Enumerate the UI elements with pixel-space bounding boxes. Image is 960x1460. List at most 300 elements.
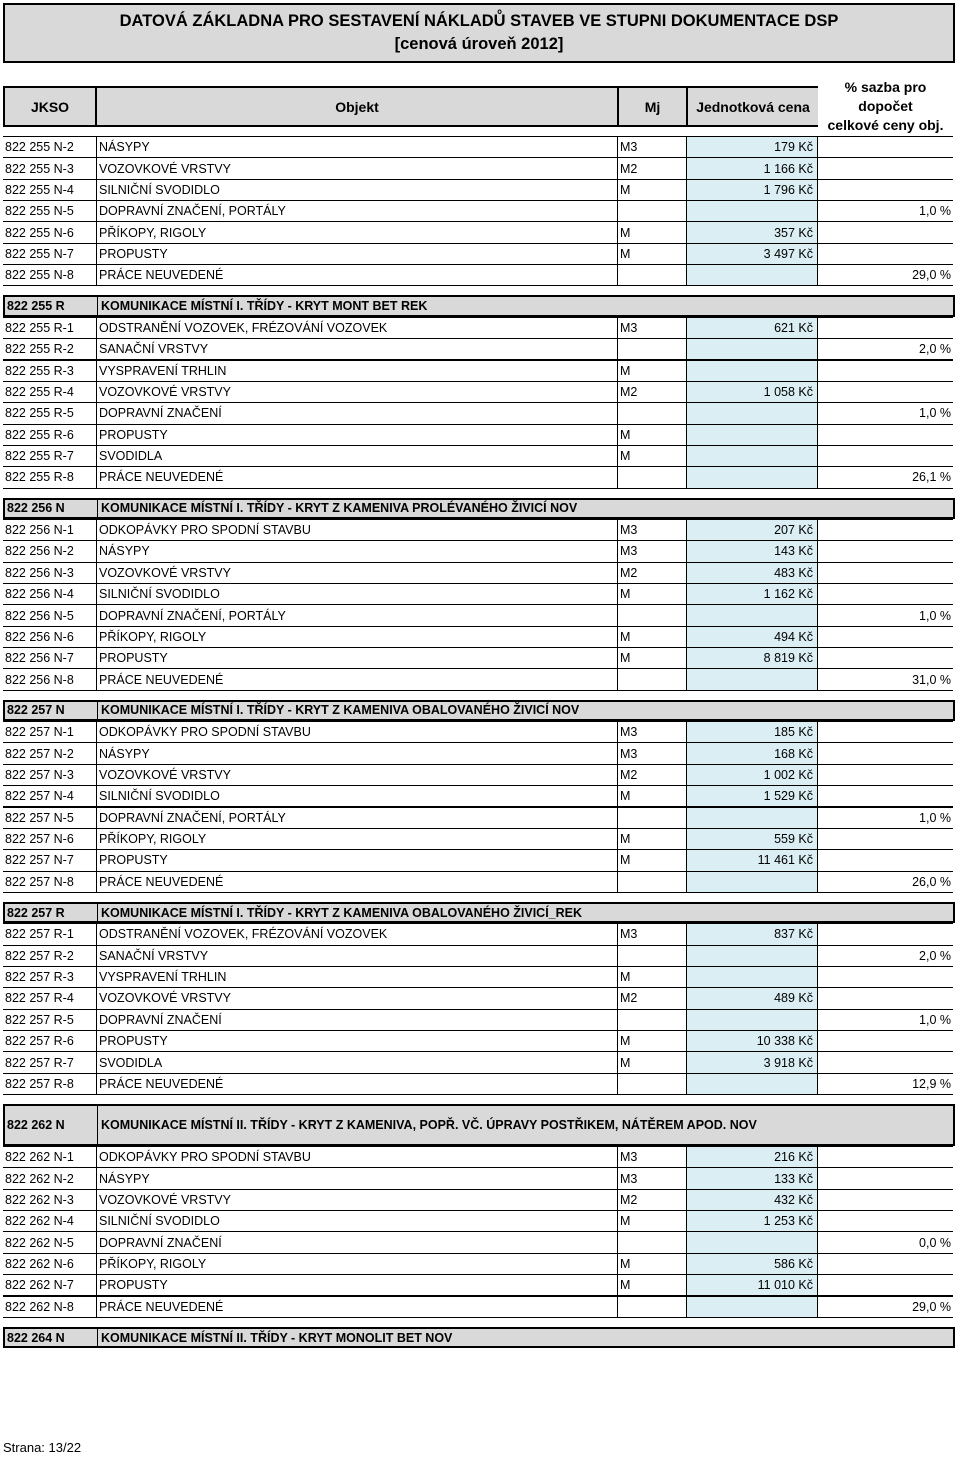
table-row xyxy=(3,136,953,158)
item-unit-price xyxy=(686,1232,818,1252)
table-row xyxy=(3,923,953,945)
item-unit-price: 11 010 Kč xyxy=(686,1275,818,1295)
item-code: 822 255 R-3 xyxy=(3,361,97,381)
table-row xyxy=(3,519,953,541)
item-unit-price: 179 Kč xyxy=(686,137,818,157)
table-row xyxy=(3,647,953,669)
item-unit: M xyxy=(617,786,686,806)
item-unit: M3 xyxy=(617,924,686,944)
item-percent-rate xyxy=(818,446,953,466)
table-row xyxy=(3,1210,953,1232)
item-unit: M3 xyxy=(617,520,686,540)
item-unit-price: 168 Kč xyxy=(686,743,818,763)
section-name: KOMUNIKACE MÍSTNÍ I. TŘÍDY - KRYT MONT BET REK xyxy=(101,299,428,314)
column-header-percent-line2: celkové ceny obj. xyxy=(827,117,944,133)
item-code: 822 257 N-3 xyxy=(3,765,97,785)
item-unit-price xyxy=(686,339,818,359)
item-percent-rate xyxy=(818,988,953,1008)
item-unit xyxy=(617,1074,686,1094)
table-row xyxy=(3,604,953,626)
item-name: PŘÍKOPY, RIGOLY xyxy=(99,629,207,644)
item-unit: M3 xyxy=(617,722,686,742)
item-code: 822 262 N-2 xyxy=(3,1168,97,1188)
table-row xyxy=(3,966,953,988)
item-unit-price: 489 Kč xyxy=(686,988,818,1008)
item-code: 822 255 R-2 xyxy=(3,339,97,359)
item-unit: M2 xyxy=(617,563,686,583)
item-unit-price: 621 Kč xyxy=(686,318,818,338)
item-unit-price xyxy=(686,1297,818,1317)
item-unit xyxy=(617,872,686,892)
item-percent-rate xyxy=(818,1190,953,1210)
item-name: DOPRAVNÍ ZNAČENÍ, PORTÁLY xyxy=(99,810,286,825)
item-code: 822 257 R-7 xyxy=(3,1052,97,1072)
section-header xyxy=(3,902,955,923)
item-unit: M xyxy=(617,1275,686,1295)
item-name: PŘÍKOPY, RIGOLY xyxy=(99,225,207,240)
item-name: SILNIČNÍ SVODIDLO xyxy=(99,1214,220,1229)
item-unit-price: 11 461 Kč xyxy=(686,850,818,870)
item-percent-rate xyxy=(818,765,953,785)
column-header-percent-line1: % sazba pro dopočet xyxy=(844,79,927,114)
item-code: 822 255 N-8 xyxy=(3,265,97,285)
table-row xyxy=(3,871,953,893)
table-row xyxy=(3,221,953,243)
item-percent-rate xyxy=(818,829,953,849)
item-name: PROPUSTY xyxy=(99,427,168,442)
item-unit-price xyxy=(686,967,818,987)
item-name: SILNIČNÍ SVODIDLO xyxy=(99,182,220,197)
item-percent-rate: 1,0 % xyxy=(919,810,951,825)
item-unit: M xyxy=(617,850,686,870)
item-unit-price: 1 796 Kč xyxy=(686,180,818,200)
table-row xyxy=(3,157,953,179)
section-code: 822 255 R xyxy=(7,297,98,314)
item-code: 822 257 R-1 xyxy=(3,924,97,944)
item-name: DOPRAVNÍ ZNAČENÍ, PORTÁLY xyxy=(99,608,286,623)
table-row xyxy=(3,317,953,339)
section-name: KOMUNIKACE MÍSTNÍ I. TŘÍDY - KRYT Z KAMENIVA OBALOVANÉHO ŽIVICÍ_REK xyxy=(101,905,583,920)
item-code: 822 256 N-3 xyxy=(3,563,97,583)
section-code: 822 256 N xyxy=(7,500,98,517)
table-row xyxy=(3,721,953,743)
item-name: SVODIDLA xyxy=(99,449,163,464)
item-code: 822 255 R-8 xyxy=(3,467,97,487)
item-unit: M xyxy=(617,627,686,647)
item-name: PROPUSTY xyxy=(99,246,168,261)
item-name: ODSTRANĚNÍ VOZOVEK, FRÉZOVÁNÍ VOZOVEK xyxy=(99,320,388,335)
item-unit-price: 357 Kč xyxy=(686,222,818,242)
item-percent-rate xyxy=(818,722,953,742)
item-name: PRÁCE NEUVEDENÉ xyxy=(99,1076,224,1091)
item-unit-price: 3 918 Kč xyxy=(686,1052,818,1072)
item-percent-rate xyxy=(818,541,953,561)
table-row xyxy=(3,243,953,265)
item-percent-rate xyxy=(818,786,953,806)
item-percent-rate xyxy=(818,584,953,604)
item-percent-rate xyxy=(818,1052,953,1072)
item-code: 822 257 N-5 xyxy=(3,808,97,828)
item-percent-rate: 29,0 % xyxy=(912,1299,951,1314)
item-unit-price xyxy=(686,201,818,221)
item-unit-price: 1 002 Kč xyxy=(686,765,818,785)
item-code: 822 262 N-7 xyxy=(3,1275,97,1295)
table-row xyxy=(3,1146,953,1168)
item-unit-price xyxy=(686,1074,818,1094)
item-unit: M2 xyxy=(617,1190,686,1210)
item-unit-price: 483 Kč xyxy=(686,563,818,583)
item-unit-price xyxy=(686,808,818,828)
item-unit-price: 1 058 Kč xyxy=(686,382,818,402)
item-unit xyxy=(617,946,686,966)
item-name: NÁSYPY xyxy=(99,544,150,559)
item-name: VOZOVKOVÉ VRSTVY xyxy=(99,565,231,580)
item-code: 822 257 R-6 xyxy=(3,1031,97,1051)
item-unit: M3 xyxy=(617,541,686,561)
item-name: SILNIČNÍ SVODIDLO xyxy=(99,587,220,602)
item-unit-price: 586 Kč xyxy=(686,1254,818,1274)
table-row xyxy=(3,807,953,829)
item-name: PRÁCE NEUVEDENÉ xyxy=(99,268,224,283)
item-unit: M xyxy=(617,584,686,604)
column-header-row xyxy=(3,79,953,133)
item-name: PRÁCE NEUVEDENÉ xyxy=(99,470,224,485)
table-row xyxy=(3,1009,953,1031)
item-name: PŘÍKOPY, RIGOLY xyxy=(99,1256,207,1271)
item-unit-price xyxy=(686,669,818,689)
item-percent-rate xyxy=(818,1211,953,1231)
item-code: 822 257 R-3 xyxy=(3,967,97,987)
column-header-objekt: Objekt xyxy=(95,86,619,127)
item-percent-rate: 29,0 % xyxy=(912,268,951,283)
table-row xyxy=(3,424,953,446)
item-unit xyxy=(617,265,686,285)
table-row xyxy=(3,402,953,424)
item-percent-rate: 1,0 % xyxy=(919,1012,951,1027)
item-name: ODKOPÁVKY PRO SPODNÍ STAVBU xyxy=(99,523,311,538)
item-percent-rate xyxy=(818,743,953,763)
section-code: 822 257 N xyxy=(7,702,98,719)
item-unit xyxy=(617,1010,686,1030)
item-unit-price: 8 819 Kč xyxy=(686,648,818,668)
item-name: DOPRAVNÍ ZNAČENÍ xyxy=(99,406,222,421)
table-row xyxy=(3,562,953,584)
item-unit-price: 432 Kč xyxy=(686,1190,818,1210)
item-unit: M3 xyxy=(617,137,686,157)
table-row xyxy=(3,264,953,286)
item-percent-rate: 31,0 % xyxy=(912,672,951,687)
item-unit: M xyxy=(617,1031,686,1051)
item-unit: M xyxy=(617,1211,686,1231)
section-header xyxy=(3,498,955,519)
title-line-2: [cenová úroveň 2012] xyxy=(394,35,564,53)
table-row xyxy=(3,1189,953,1211)
item-name: PRÁCE NEUVEDENÉ xyxy=(99,874,224,889)
item-unit: M2 xyxy=(617,382,686,402)
section-code: 822 257 R xyxy=(7,904,98,921)
item-name: VOZOVKOVÉ VRSTVY xyxy=(99,1192,231,1207)
item-code: 822 262 N-5 xyxy=(3,1232,97,1252)
item-percent-rate: 2,0 % xyxy=(919,342,951,357)
column-header-mj: Mj xyxy=(617,86,688,127)
item-unit-price: 1 162 Kč xyxy=(686,584,818,604)
item-name: PROPUSTY xyxy=(99,1034,168,1049)
item-name: SVODIDLA xyxy=(99,1055,163,1070)
item-name: PROPUSTY xyxy=(99,853,168,868)
item-code: 822 256 N-2 xyxy=(3,541,97,561)
column-header-unit-price: Jednotková cena xyxy=(686,86,820,127)
item-code: 822 262 N-3 xyxy=(3,1190,97,1210)
item-unit xyxy=(617,1232,686,1252)
table-row xyxy=(3,1274,953,1296)
title-line-1: DATOVÁ ZÁKLADNA PRO SESTAVENÍ NÁKLADŮ STAVEB VE STUPNI DOKUMENTACE DSP xyxy=(119,12,839,30)
item-name: ODKOPÁVKY PRO SPODNÍ STAVBU xyxy=(99,1150,311,1165)
item-percent-rate xyxy=(818,425,953,445)
section-header xyxy=(3,700,955,721)
item-name: NÁSYPY xyxy=(99,140,150,155)
table-row xyxy=(3,445,953,467)
item-percent-rate xyxy=(818,520,953,540)
table-row xyxy=(3,200,953,222)
item-code: 822 256 N-5 xyxy=(3,605,97,625)
item-unit: M xyxy=(617,829,686,849)
page-number: Strana: 13/22 xyxy=(3,1440,82,1455)
item-code: 822 256 N-4 xyxy=(3,584,97,604)
item-unit: M2 xyxy=(617,765,686,785)
item-unit: M xyxy=(617,446,686,466)
item-unit-price: 207 Kč xyxy=(686,520,818,540)
item-code: 822 255 N-4 xyxy=(3,180,97,200)
table-row xyxy=(3,1030,953,1052)
item-percent-rate xyxy=(818,967,953,987)
item-code: 822 262 N-6 xyxy=(3,1254,97,1274)
section-name: KOMUNIKACE MÍSTNÍ I. TŘÍDY - KRYT Z KAMENIVA OBALOVANÉHO ŽIVICÍ NOV xyxy=(101,703,580,718)
item-percent-rate: 2,0 % xyxy=(919,948,951,963)
item-code: 822 262 N-1 xyxy=(3,1147,97,1167)
table-row xyxy=(3,338,953,360)
item-unit: M xyxy=(617,648,686,668)
item-unit: M xyxy=(617,967,686,987)
table-row xyxy=(3,179,953,201)
item-name: PŘÍKOPY, RIGOLY xyxy=(99,832,207,847)
item-unit-price xyxy=(686,446,818,466)
item-percent-rate: 1,0 % xyxy=(919,204,951,219)
item-percent-rate xyxy=(818,1275,953,1295)
item-name: SILNIČNÍ SVODIDLO xyxy=(99,789,220,804)
table-row xyxy=(3,626,953,648)
item-unit: M xyxy=(617,180,686,200)
item-percent-rate xyxy=(818,318,953,338)
item-unit xyxy=(617,808,686,828)
item-code: 822 255 R-7 xyxy=(3,446,97,466)
item-unit: M2 xyxy=(617,988,686,1008)
item-name: PRÁCE NEUVEDENÉ xyxy=(99,1299,224,1314)
section-name: KOMUNIKACE MÍSTNÍ II. TŘÍDY - KRYT MONOLIT BET NOV xyxy=(101,1330,453,1345)
table-row xyxy=(3,1073,953,1095)
item-name: DOPRAVNÍ ZNAČENÍ xyxy=(99,1235,222,1250)
item-unit xyxy=(617,339,686,359)
item-unit-price xyxy=(686,425,818,445)
item-code: 822 255 R-5 xyxy=(3,403,97,423)
item-unit: M3 xyxy=(617,318,686,338)
item-unit: M xyxy=(617,361,686,381)
item-name: SANAČNÍ VRSTVY xyxy=(99,342,209,357)
item-unit-price: 494 Kč xyxy=(686,627,818,647)
item-name: VOZOVKOVÉ VRSTVY xyxy=(99,767,231,782)
section-code: 822 264 N xyxy=(7,1329,98,1346)
table-row xyxy=(3,466,953,488)
section-header xyxy=(3,1104,955,1146)
item-unit-price: 1 529 Kč xyxy=(686,786,818,806)
item-name: NÁSYPY xyxy=(99,1171,150,1186)
item-percent-rate xyxy=(818,244,953,264)
item-percent-rate xyxy=(818,1031,953,1051)
table-row xyxy=(3,849,953,871)
item-code: 822 255 R-1 xyxy=(3,318,97,338)
item-unit-price: 143 Kč xyxy=(686,541,818,561)
item-unit-price: 133 Kč xyxy=(686,1168,818,1188)
item-name: ODKOPÁVKY PRO SPODNÍ STAVBU xyxy=(99,725,311,740)
item-percent-rate xyxy=(818,137,953,157)
item-percent-rate: 1,0 % xyxy=(919,608,951,623)
item-code: 822 257 N-4 xyxy=(3,786,97,806)
item-percent-rate: 26,1 % xyxy=(912,470,951,485)
item-unit-price xyxy=(686,403,818,423)
item-name: PRÁCE NEUVEDENÉ xyxy=(99,672,224,687)
item-percent-rate xyxy=(818,627,953,647)
item-name: VYSPRAVENÍ TRHLIN xyxy=(99,363,227,378)
item-unit xyxy=(617,1297,686,1317)
item-unit: M3 xyxy=(617,1147,686,1167)
item-code: 822 257 R-2 xyxy=(3,946,97,966)
item-name: VOZOVKOVÉ VRSTVY xyxy=(99,385,231,400)
item-name: VYSPRAVENÍ TRHLIN xyxy=(99,970,227,985)
item-percent-rate xyxy=(818,924,953,944)
item-unit xyxy=(617,669,686,689)
item-unit xyxy=(617,201,686,221)
item-name: PROPUSTY xyxy=(99,651,168,666)
table-row xyxy=(3,540,953,562)
item-name: VOZOVKOVÉ VRSTVY xyxy=(99,991,231,1006)
item-unit xyxy=(617,467,686,487)
item-unit-price xyxy=(686,605,818,625)
item-unit: M3 xyxy=(617,1168,686,1188)
item-code: 822 256 N-1 xyxy=(3,520,97,540)
item-name: DOPRAVNÍ ZNAČENÍ, PORTÁLY xyxy=(99,204,286,219)
item-unit xyxy=(617,403,686,423)
item-unit-price: 1 166 Kč xyxy=(686,158,818,178)
item-code: 822 262 N-8 xyxy=(3,1297,97,1317)
item-unit-price xyxy=(686,1010,818,1030)
item-name: VOZOVKOVÉ VRSTVY xyxy=(99,161,231,176)
table-row xyxy=(3,1051,953,1073)
table-row xyxy=(3,764,953,786)
item-unit-price xyxy=(686,946,818,966)
item-unit-price xyxy=(686,872,818,892)
section-header xyxy=(3,295,955,316)
item-code: 822 255 N-3 xyxy=(3,158,97,178)
item-percent-rate xyxy=(818,361,953,381)
item-unit-price: 185 Kč xyxy=(686,722,818,742)
table-row xyxy=(3,583,953,605)
item-unit-price: 1 253 Kč xyxy=(686,1211,818,1231)
item-code: 822 256 N-8 xyxy=(3,669,97,689)
section-code: 822 262 N xyxy=(7,1106,98,1144)
item-unit: M xyxy=(617,425,686,445)
column-header-jkso: JKSO xyxy=(3,86,97,127)
section-header xyxy=(3,1327,955,1348)
item-percent-rate: 12,9 % xyxy=(912,1076,951,1091)
document-title xyxy=(3,3,955,63)
item-code: 822 257 N-6 xyxy=(3,829,97,849)
item-code: 822 257 R-8 xyxy=(3,1074,97,1094)
item-code: 822 262 N-4 xyxy=(3,1211,97,1231)
item-code: 822 255 N-6 xyxy=(3,222,97,242)
item-name: ODSTRANĚNÍ VOZOVEK, FRÉZOVÁNÍ VOZOVEK xyxy=(99,927,388,942)
section-name: KOMUNIKACE MÍSTNÍ II. TŘÍDY - KRYT Z KAMENIVA, POPŘ. VČ. ÚPRAVY POSTŘIKEM, NÁTĚREM APOD. NOV xyxy=(101,1118,757,1133)
item-unit xyxy=(617,605,686,625)
item-unit-price xyxy=(686,265,818,285)
item-code: 822 257 R-4 xyxy=(3,988,97,1008)
section-name: KOMUNIKACE MÍSTNÍ I. TŘÍDY - KRYT Z KAMENIVA PROLÉVANÉHO ŽIVICÍ NOV xyxy=(101,501,578,516)
item-percent-rate xyxy=(818,180,953,200)
table-row xyxy=(3,668,953,690)
item-code: 822 255 R-6 xyxy=(3,425,97,445)
item-unit: M2 xyxy=(617,158,686,178)
item-name: PROPUSTY xyxy=(99,1278,168,1293)
table-row xyxy=(3,945,953,967)
item-name: DOPRAVNÍ ZNAČENÍ xyxy=(99,1012,222,1027)
item-unit-price: 837 Kč xyxy=(686,924,818,944)
item-percent-rate xyxy=(818,850,953,870)
item-code: 822 257 N-1 xyxy=(3,722,97,742)
item-name: SANAČNÍ VRSTVY xyxy=(99,948,209,963)
item-unit: M3 xyxy=(617,743,686,763)
item-percent-rate xyxy=(818,222,953,242)
item-percent-rate: 1,0 % xyxy=(919,406,951,421)
item-percent-rate xyxy=(818,648,953,668)
item-code: 822 256 N-6 xyxy=(3,627,97,647)
table-row xyxy=(3,1231,953,1253)
table-row xyxy=(3,1167,953,1189)
item-unit: M xyxy=(617,244,686,264)
item-unit: M xyxy=(617,1254,686,1274)
item-unit-price xyxy=(686,361,818,381)
table-row xyxy=(3,381,953,403)
table-row xyxy=(3,1253,953,1275)
item-percent-rate: 0,0 % xyxy=(919,1235,951,1250)
item-code: 822 255 N-2 xyxy=(3,137,97,157)
column-header-percent xyxy=(818,79,953,133)
item-unit-price xyxy=(686,467,818,487)
table-row xyxy=(3,742,953,764)
item-percent-rate xyxy=(818,563,953,583)
item-percent-rate xyxy=(818,1147,953,1167)
item-percent-rate xyxy=(818,382,953,402)
item-unit-price: 216 Kč xyxy=(686,1147,818,1167)
item-unit-price: 559 Kč xyxy=(686,829,818,849)
item-unit-price: 10 338 Kč xyxy=(686,1031,818,1051)
item-code: 822 257 N-8 xyxy=(3,872,97,892)
item-percent-rate xyxy=(818,1254,953,1274)
item-code: 822 255 N-7 xyxy=(3,244,97,264)
table-row xyxy=(3,360,953,382)
item-code: 822 255 R-4 xyxy=(3,382,97,402)
table-row xyxy=(3,785,953,807)
item-percent-rate: 26,0 % xyxy=(912,874,951,889)
item-unit-price: 3 497 Kč xyxy=(686,244,818,264)
table-row xyxy=(3,1296,953,1318)
